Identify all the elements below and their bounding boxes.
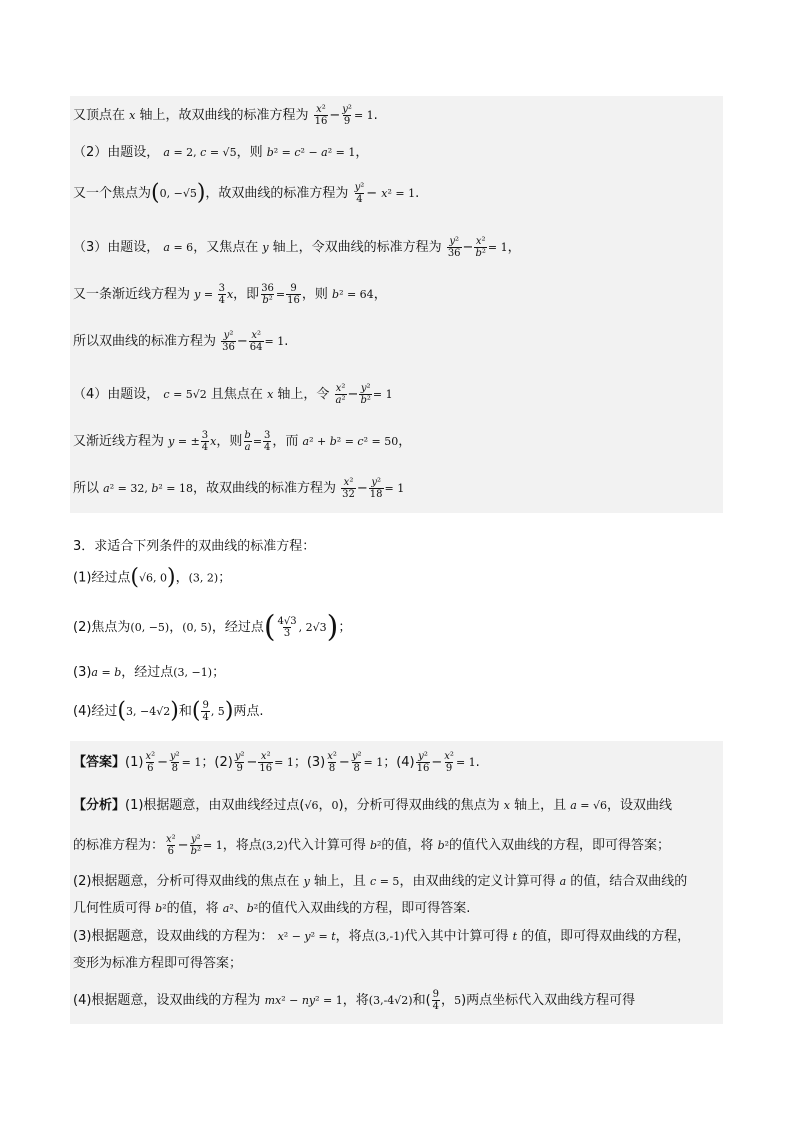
analysis-line-2: 的标准方程为： $\frac{\text{x²}}{6}$ − $\frac{\text{y²}}{\text{b²}}$ = 1，将点(3,2)代入计算可得 b²的值，将 b²的值代入双曲线的方程，即可得答案； xyxy=(73,834,671,857)
analysis-line-3: (2)根据题意，分析可得双曲线的焦点在 y 轴上，且 c = 5，由双曲线的定义计算可得 a 的值，结合双曲线的 xyxy=(73,874,688,889)
solution-line-9: 所以 a² = 32, b² = 18，故双曲线的标准方程为 $\frac{\text{x²}}{32}$ − $\frac{\text{y²}}{18}$ = 1 xyxy=(73,477,405,500)
solution-line-6: 所以双曲线的标准方程为 $\frac{\text{y²}}{36}$ − $\frac{\text{x²}}{64}$ = 1. xyxy=(73,330,289,353)
question-item-4: (4)经过(3, −4√2)和( $\frac{9}{4}$ , 5)两点. xyxy=(73,698,264,724)
solution-line-4: （3）由题设， a = 6，又焦点在 y 轴上，令双曲线的标准方程为 $\frac{\text{y²}}{36}$ − $\frac{\text{x²}}{\text{b²}}$ = 1， xyxy=(73,236,521,259)
solution-line-7: （4）由题设， c = 5√2 且焦点在 x 轴上，令 $\frac{\text{x²}}{\text{a²}}$ − $\frac{\text{y²}}{\text{b²}}$ = 1 xyxy=(73,383,393,406)
answer-line: 【答案】(1) $\frac{\text{x²}}{6}$ − $\frac{\text{y²}}{8}$ = 1；(2) $\frac{\text{y²}}{9}$ − $\frac{\text{x²}}{16}$ = 1；(3) $\frac{\text{x²}}{8}$ − $\frac{\text{y²}}{8}$ = 1；(4) $\frac{\text{y²}}{16}$ − $\frac{\text{x²}}{9}$ = 1. xyxy=(73,751,480,774)
analysis-line-1: 【分析】(1)根据题意，由双曲线经过点(√6，0)，分析可得双曲线的焦点为 x 轴上，且 a = √6，设双曲线 xyxy=(73,798,673,813)
solution-line-8: 又渐近线方程为 y = ± $\frac{3}{4}$ x，则 $\frac{b}{a}$ = $\frac{3}{4}$ ，而 a² + b² = c² = 50， xyxy=(73,430,412,453)
solution-line-1: 又顶点在 x 轴上，故双曲线的标准方程为 $\frac{\text{x²}}{16}$ − $\frac{\text{y²}}{9}$ = 1. xyxy=(73,104,378,127)
solution-line-2: （2）由题设， a = 2, c = √5，则 b² = c² − a² = 1， xyxy=(73,145,369,160)
solution-line-3: 又一个焦点为(0, −√5)，故双曲线的标准方程为 $\frac{\text{y²}}{4}$ − x² = 1. xyxy=(73,180,420,206)
solution-line-5: 又一条渐近线方程为 y = $\frac{3}{4}$ x，即 $\frac{36}{\text{b²}}$ = $\frac{9}{16}$ ，则 b² = 64， xyxy=(73,283,387,306)
analysis-line-4: 几何性质可得 b²的值，将 a²、b²的值代入双曲线的方程，即可得答案. xyxy=(73,901,471,916)
question-item-1: (1)经过点(√6, 0)，(3, 2)； xyxy=(73,565,232,590)
question-title: 3．求适合下列条件的双曲线的标准方程： xyxy=(73,539,316,554)
question-item-2: (2)焦点为(0, −5)，(0, 5)，经过点( $\frac{4√3}{3}$ , 2√3)； xyxy=(73,609,352,645)
question-item-3: (3)a = b，经过点(3, −1)； xyxy=(73,665,226,680)
analysis-line-5: (3)根据题意，设双曲线的方程为： x² − y² = t，将点(3,-1)代入其中计算可得 t 的值，即可得双曲线的方程， xyxy=(73,929,691,944)
analysis-line-6: 变形为标准方程即可得答案； xyxy=(73,956,243,971)
analysis-line-7: (4)根据题意，设双曲线的方程为 mx² − ny² = 1，将(3,-4√2)和( $\frac{9}{4}$ ，5)两点坐标代入双曲线方程可得 xyxy=(73,989,636,1012)
